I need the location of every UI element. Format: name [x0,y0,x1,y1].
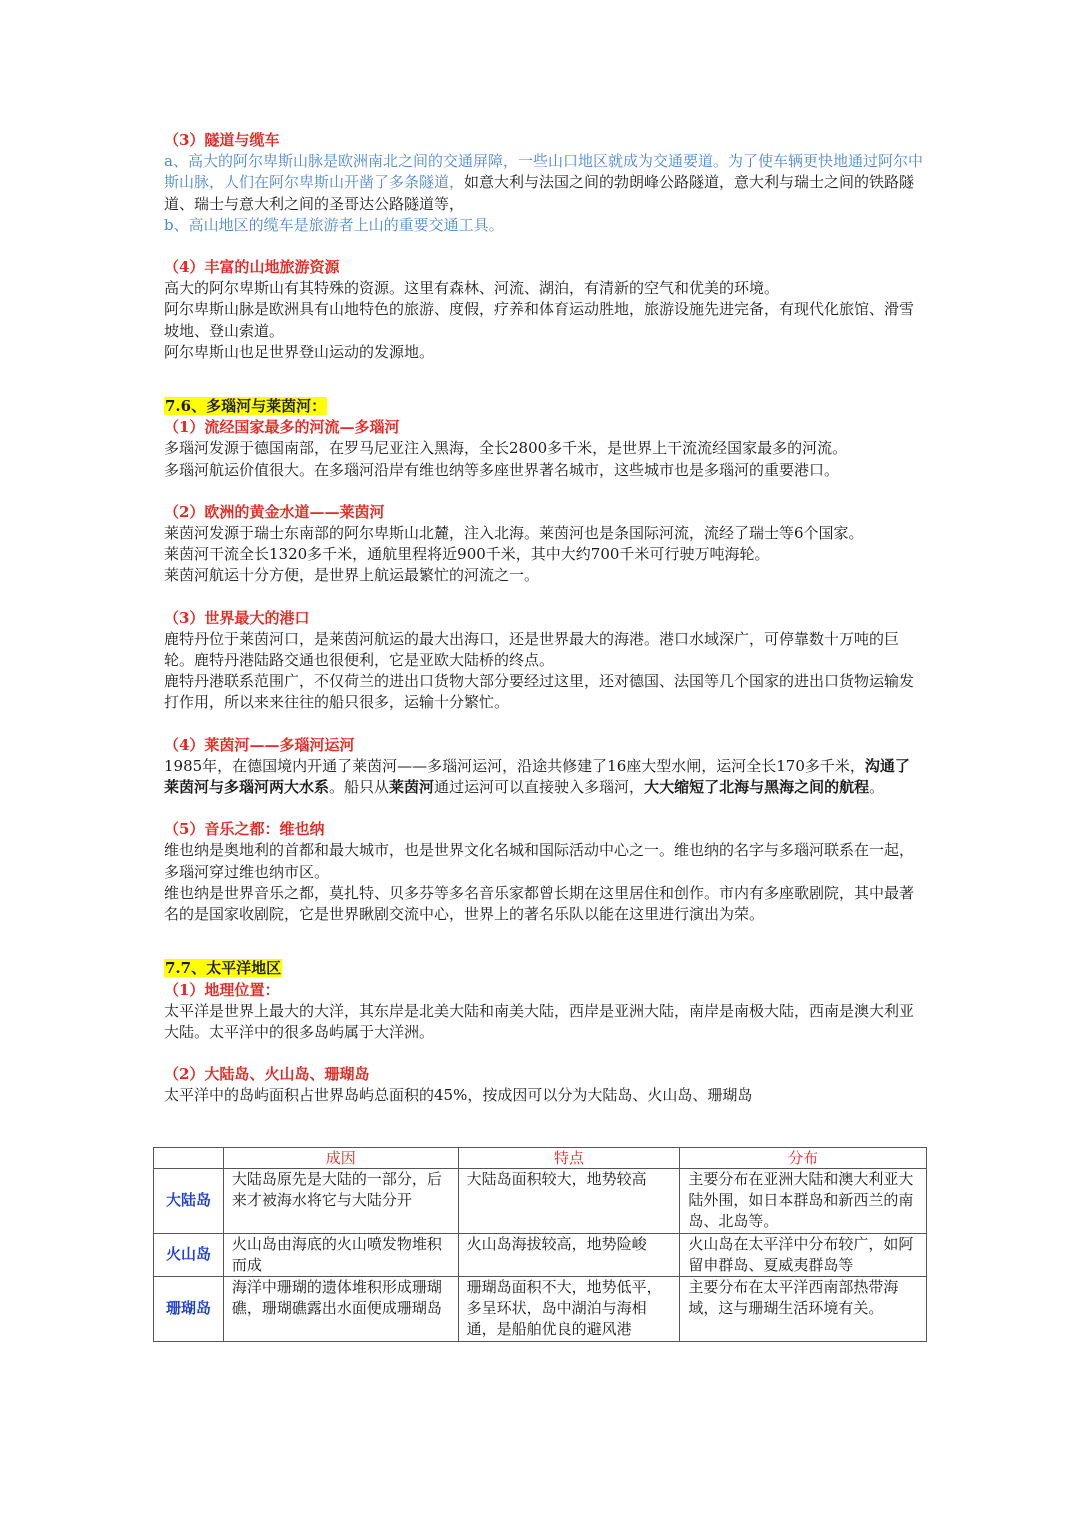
table-header-row [154,1148,927,1169]
danube-line-2: 多瑙河航运价值很大。在多瑙河沿岸有维也纳等多座世界著名城市，这些城市也是多瑙河的重要港口。 [164,460,840,479]
vienna-line-2: 维也纳是世界音乐之都，莫扎特、贝多芬等多名音乐家都曾长期在这里居住和创作。市内有多座歌剧院，其中最著名的是国家收剧院，它是世界瞅剧交流中心，世界上的著名乐队以能在这里进行演出为荣。 [164,883,915,924]
canal-text-1: 1985年，在德国境内开通了莱茵河——多瑙河运河，沿途共修建了16座大型水闸，运河全长170多千米， [164,756,865,775]
cell-feature: 火山岛海拔较高，地势险峻 [458,1233,680,1276]
rhine-line-1: 莱茵河发源于瑞士东南部的阿尔卑斯山北麓，注入北海。莱茵河也是条国际河流，流经了瑞士等6个国家。 [164,524,864,543]
islands-intro: 太平洋中的岛屿面积占世界岛屿总面积的45%，按成因可以分为大陆岛、火山岛、珊瑚岛 [164,1086,753,1105]
row-label-volcanic: 火山岛 [154,1233,224,1276]
location-text: 太平洋是世界上最大的大洋，其东岸是北美大陆和南美大陆，西岸是亚洲大陆，南岸是南极大陆，西南是澳大利亚大陆。太平洋中的很多岛屿属于大洋洲。 [164,1001,915,1041]
islands-table [153,1147,927,1342]
tourism-line-2: 阿尔卑斯山脉是欧洲具有山地特色的旅游、度假，疗养和体育运动胜地，旅游设施先进完备，有现代化旅馆、滑雪坡地、登山索道。 [164,300,915,340]
tunnels-a-highlight: 人们在阿尔卑斯山开凿了多条隧道， [224,173,465,192]
cell-feature: 珊瑚岛面积不大，地势低平，多呈环状，岛中湖泊与海相通，是船舶优良的避风港 [458,1277,680,1342]
table-header-blank [154,1148,224,1169]
tourism-line-1: 高大的阿尔卑斯山有其特殊的资源。这里有森林、河流、湖泊，有清新的空气和优美的环境。 [164,279,780,298]
cell-distribution: 主要分布在太平洋西南部热带海域，这与珊瑚生活环境有关。 [680,1277,927,1342]
canal-text-bold-1: 沟通了莱茵河与多瑙河两大水系 [164,756,910,797]
table-header-cause: 成因 [223,1148,458,1169]
cell-cause: 火山岛由海底的火山喷发物堆积而成 [223,1233,458,1276]
section-7-6-heading: 7.6、多瑙河与莱茵河： [165,397,327,416]
rhine-title: （2）欧洲的黄金水道——莱茵河 [164,502,385,521]
table-header-distribution: 分布 [680,1148,927,1169]
danube-title: （1）流经国家最多的河流—多瑙河 [164,418,400,437]
tunnels-title: （3）隧道与缆车 [164,131,280,149]
tunnels-a-intro: a、高大的阿尔卑斯山脉是欧洲南北之间的交通屏障，一些山口地区就成为交通要道。为了使车辆更快地通过阿尔中斯山脉， [164,152,923,192]
canal-paragraph [164,756,924,798]
tunnels-paragraph-b: b、高山地区的缆车是旅游者上山的重要交通工具。 [164,215,504,234]
table-row [154,1277,927,1342]
canal-text-bold-3: 大大缩短了北海与黑海之间的航程 [644,778,870,797]
location-title: （1）地理位置： [164,980,280,999]
tunnels-a-rest: 如意大利与法国之间的勃朗峰公路隧道，意大利与瑞士之间的铁路隧道、瑞士与意大利之间的圣哥达公路隧道等， [164,173,915,213]
vienna-title: （5）音乐之都：维也纳 [164,820,325,839]
document-body [164,130,924,1107]
cell-cause: 大陆岛原先是大陆的一部分，后来才被海水将它与大陆分开 [223,1169,458,1234]
port-line-1: 鹿特丹位于莱茵河口，是莱茵河航运的最大出海口，还是世界最大的海港。港口水域深广，可停靠数十万吨的巨轮。鹿特丹港陆路交通也很便利，它是亚欧大陆桥的终点。 [164,629,900,670]
cell-feature: 大陆岛面积较大，地势较高 [458,1169,680,1234]
row-label-continental: 大陆岛 [154,1169,224,1234]
islands-title: （2）大陆岛、火山岛、珊瑚岛 [164,1065,370,1084]
port-title: （3）世界最大的港口 [164,608,310,627]
table-row [154,1233,927,1276]
tourism-title: （4）丰富的山地旅游资源 [164,258,340,277]
canal-text-3: 通过运河可以直接驶入多瑙河， [434,778,645,797]
port-line-2: 鹿特丹港联系范围广，不仅荷兰的进出口货物大部分要经过这里，还对德国、法国等几个国家的进出口货物运输发打作用，所以来来往往的船只很多，运输十分繁忙。 [164,672,915,712]
danube-line-1: 多瑙河发源于德国南部，在罗马尼亚注入黑海，全长2800多千米，是世界上干流流经国家最多的河流。 [164,439,848,458]
tunnels-paragraph-a [164,151,924,215]
canal-text-4: 。 [869,778,885,797]
canal-text-2: 。船只从 [329,778,390,797]
vienna-line-1: 维也纳是奥地利的首都和最大城市，也是世界文化名城和国际活动中心之一。维也纳的名字与多瑙河联系在一起，多瑙河穿过维也纳市区。 [164,841,915,881]
table-header-feature: 特点 [458,1148,680,1169]
canal-text-bold-2: 莱茵河 [389,778,435,797]
table-row [154,1169,927,1234]
rhine-line-3: 莱茵河航运十分方便，是世界上航运最繁忙的河流之一。 [164,566,540,585]
cell-distribution: 主要分布在亚洲大陆和澳大利亚大陆外围，如日本群岛和新西兰的南岛、北岛等。 [680,1169,927,1234]
rhine-line-2: 莱茵河干流全长1320多千米，通航里程将近900千米，其中大约700千米可行驶万吨海轮。 [164,545,770,564]
section-7-7-heading: 7.7、太平洋地区 [165,959,282,978]
cell-distribution: 火山岛在太平洋中分布较广，如阿留申群岛、夏威夷群岛等 [680,1233,927,1276]
canal-title: （4）莱茵河——多瑙河运河 [164,735,355,754]
row-label-coral: 珊瑚岛 [154,1277,224,1342]
tourism-line-3: 阿尔卑斯山也足世界登山运动的发源地。 [164,342,435,361]
cell-cause: 海洋中珊瑚的遗体堆积形成珊瑚礁，珊瑚礁露出水面便成珊瑚岛 [223,1277,458,1342]
